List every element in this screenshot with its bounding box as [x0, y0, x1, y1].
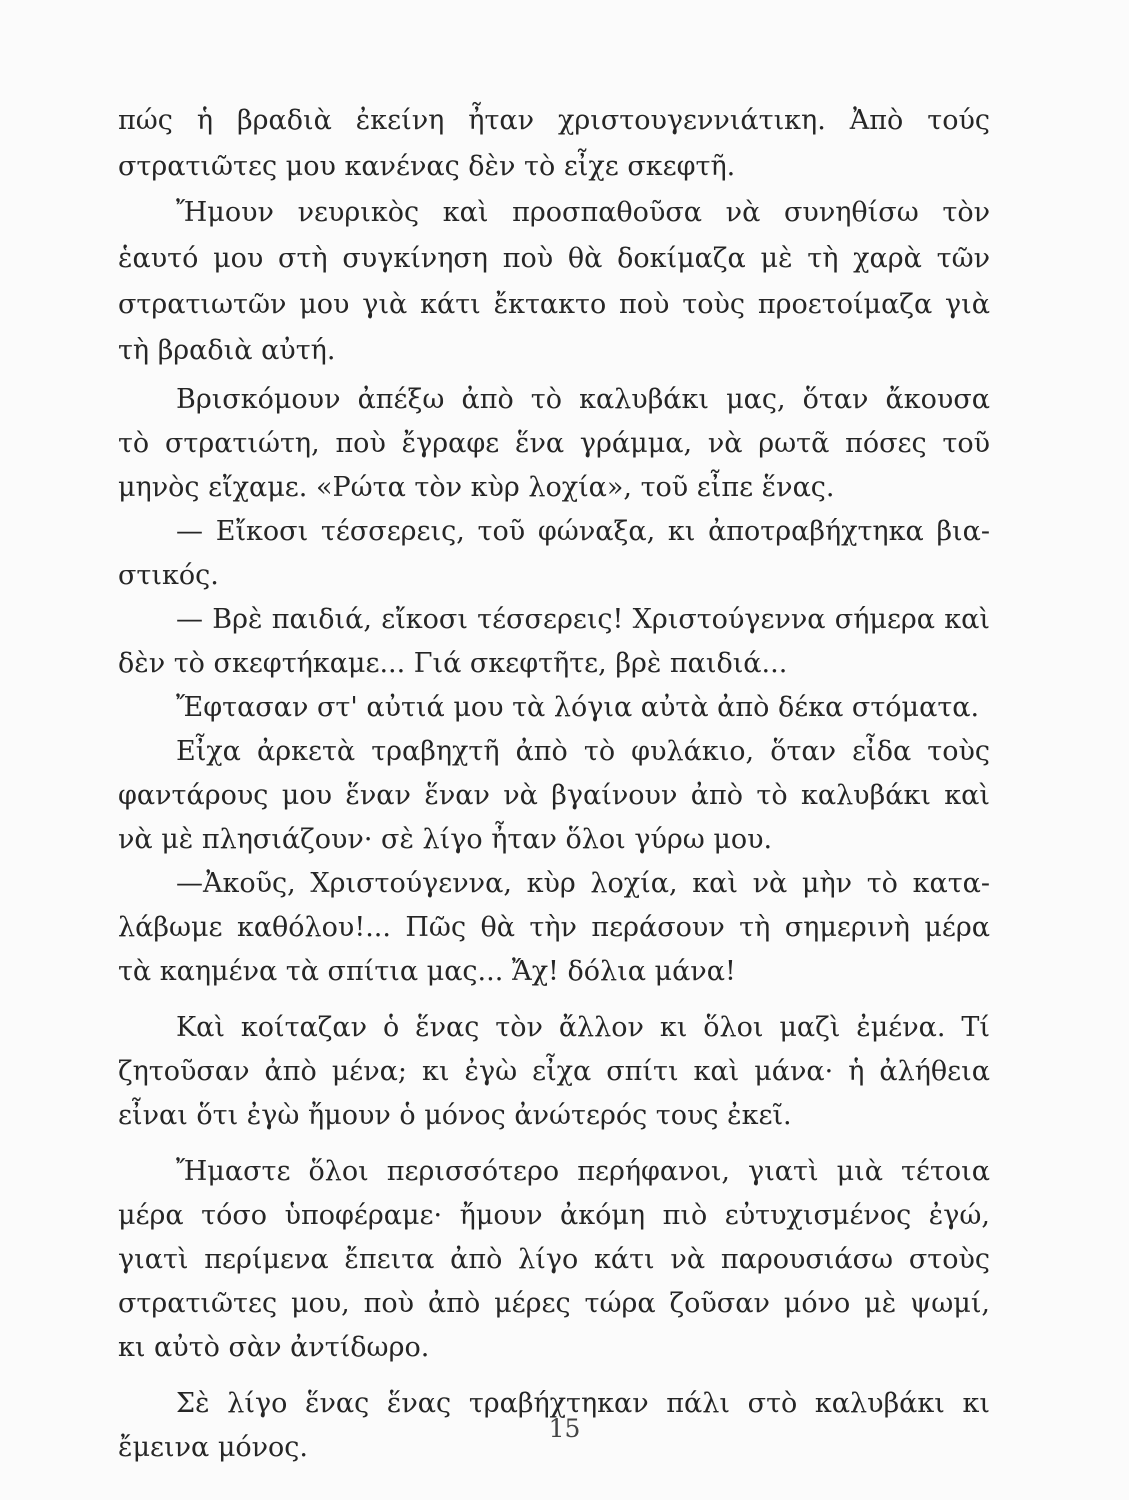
text-line: μηνὸς εἴχαμε. «Ρώτα τὸν κὺρ λοχία», τοῦ εἶπε ἕνας. [118, 472, 835, 503]
text-line: στρατιῶτες μου, ποὺ ἀπὸ μέρες τώρα ζοῦσαν μόνο μὲ ψωμί, [118, 1288, 990, 1319]
text-line: φαντάρους μου ἕναν ἕναν νὰ βγαίνουν ἀπὸ τὸ καλυβάκι καὶ [118, 780, 990, 811]
text-line: στικός. [118, 560, 219, 591]
text-line: Εἶχα ἀρκετὰ τραβηχτῆ ἀπὸ τὸ φυλάκιο, ὅταν εἶδα τοὺς [176, 736, 990, 767]
text-line: Ἤμαστε ὅλοι περισσότερο περήφανοι, γιατὶ μιὰ τέτοια [176, 1156, 990, 1187]
text-line: — Εἴκοσι τέσσερεις, τοῦ φώναξα, κι ἀποτραβήχτηκα βια- [176, 516, 990, 547]
text-line: δὲν τὸ σκεφτήκαμε... Γιά σκεφτῆτε, βρὲ παιδιά... [118, 648, 788, 679]
text-line: ζητοῦσαν ἀπὸ μένα; κι ἐγὼ εἶχα σπίτι καὶ μάνα· ἡ ἀλήθεια [118, 1056, 990, 1087]
text-line: στρατιωτῶν μου γιὰ κάτι ἔκτακτο ποὺ τοὺς προετοίμαζα γιὰ [118, 289, 990, 320]
text-line: Ἔφτασαν στ' αὐτιά μου τὰ λόγια αὐτὰ ἀπὸ δέκα στόματα. [176, 692, 980, 723]
text-line: —Ἀκοῦς, Χριστούγεννα, κὺρ λοχία, καὶ νὰ μὴν τὸ κατα- [176, 868, 990, 899]
text-line: εἶναι ὅτι ἐγὼ ἤμουν ὁ μόνος ἀνώτερός τους ἐκεῖ. [118, 1100, 792, 1131]
body-text [118, 98, 990, 1470]
page-number: 15 [548, 1414, 581, 1443]
text-line: Ἤμουν νευρικὸς καὶ προσπαθοῦσα νὰ συνηθίσω τὸν [176, 197, 990, 228]
text-line: στρατιῶτες μου κανένας δὲν τὸ εἶχε σκεφτῆ. [118, 151, 736, 182]
text-line: ἔμεινα μόνος. [118, 1432, 309, 1463]
text-line: Βρισκόμουν ἀπέξω ἀπὸ τὸ καλυβάκι μας, ὅταν ἄκουσα [176, 384, 990, 415]
text-line: Σὲ λίγο ἕνας ἕνας τραβήχτηκαν πάλι στὸ καλυβάκι κι [176, 1388, 990, 1419]
text-line: τὰ καημένα τὰ σπίτια μας... Ἄχ! δόλια μάνα! [118, 956, 736, 987]
text-line: Καὶ κοίταζαν ὁ ἕνας τὸν ἄλλον κι ὅλοι μαζὶ ἐμένα. Τί [176, 1012, 990, 1043]
text-line: τὴ βραδιὰ αὐτή. [118, 335, 336, 366]
text-line: κι αὐτὸ σὰν ἀντίδωρο. [118, 1332, 430, 1363]
text-line: νὰ μὲ πλησιάζουν· σὲ λίγο ἦταν ὅλοι γύρω μου. [118, 824, 773, 855]
text-line: ἑαυτό μου στὴ συγκίνηση ποὺ θὰ δοκίμαζα μὲ τὴ χαρὰ τῶν [118, 243, 990, 274]
text-line: γιατὶ περίμενα ἔπειτα ἀπὸ λίγο κάτι νὰ παρουσιάσω στοὺς [118, 1244, 990, 1275]
text-line: λάβωμε καθόλου!... Πῶς θὰ τὴν περάσουν τὴ σημερινὴ μέρα [118, 912, 990, 943]
text-line: τὸ στρατιώτη, ποὺ ἔγραφε ἕνα γράμμα, νὰ ρωτᾶ πόσες τοῦ [118, 428, 990, 459]
text-line: — Βρὲ παιδιά, εἴκοσι τέσσερεις! Χριστούγεννα σήμερα καὶ [176, 604, 990, 635]
text-line: πώς ἡ βραδιὰ ἐκείνη ἦταν χριστουγεννιάτικη. Ἀπὸ τούς [118, 105, 990, 136]
text-line: μέρα τόσο ὑποφέραμε· ἤμουν ἀκόμη πιὸ εὐτυχισμένος ἐγώ, [118, 1200, 990, 1231]
